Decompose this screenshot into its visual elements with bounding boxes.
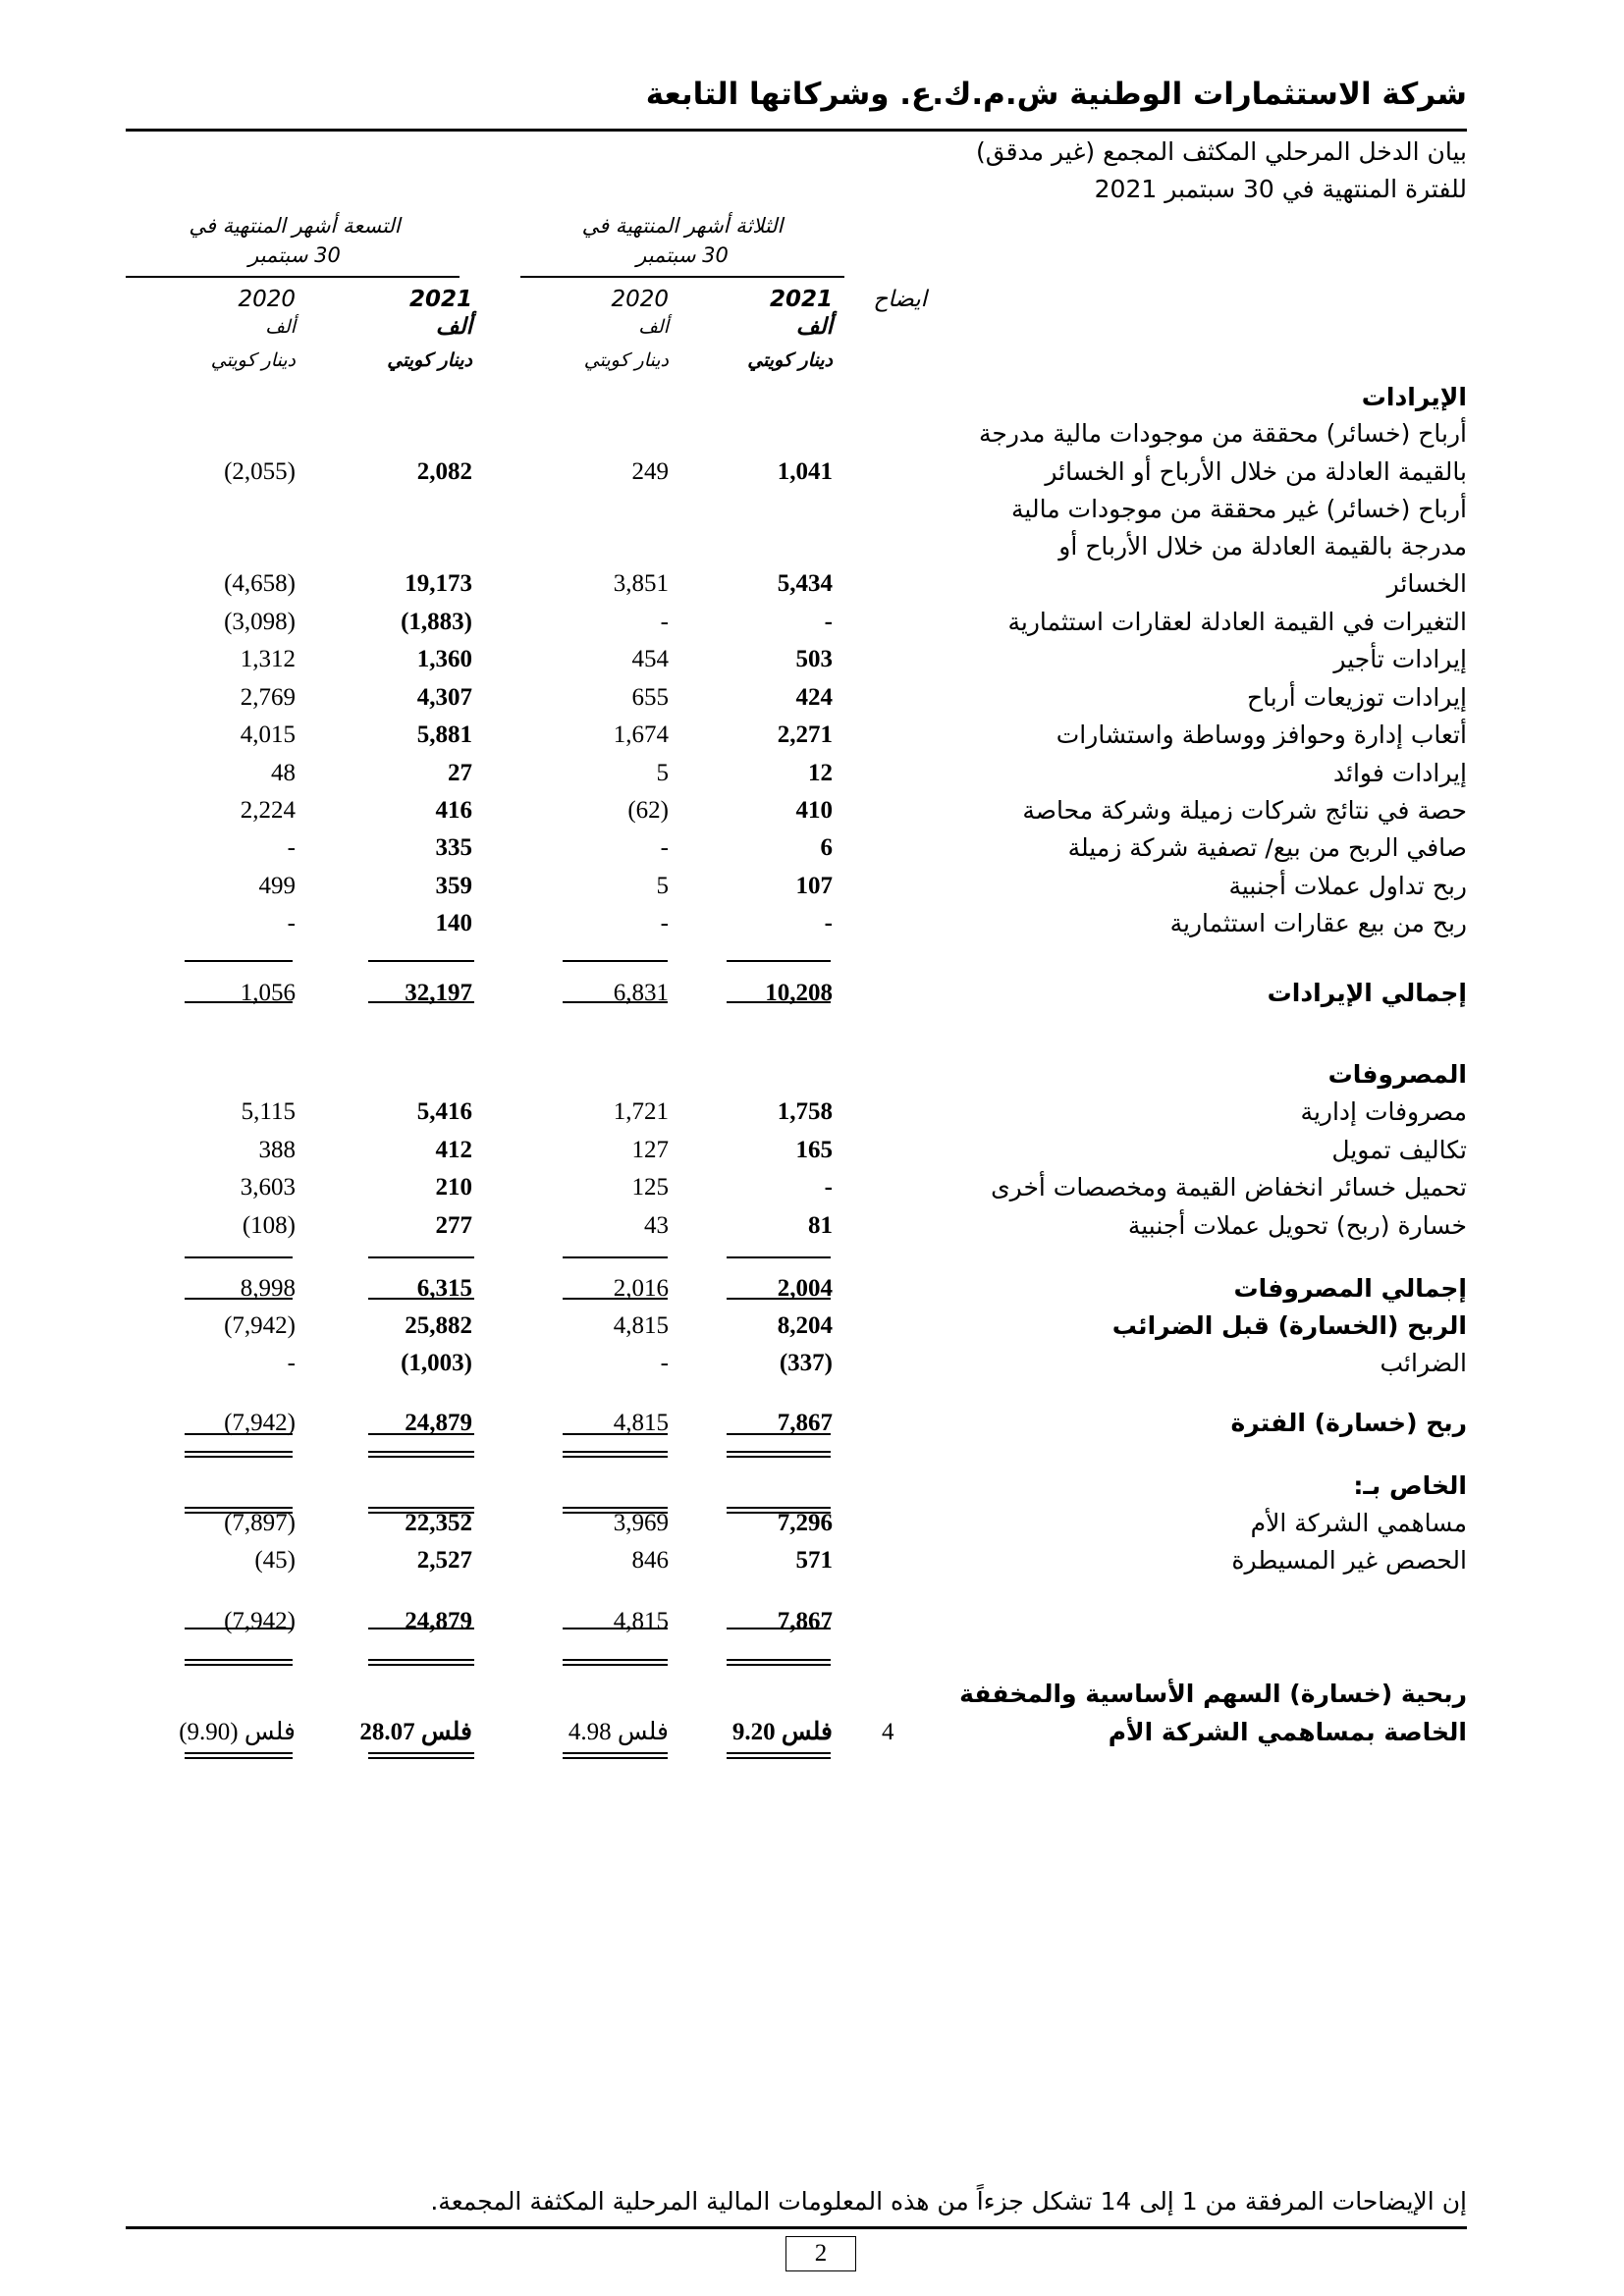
row-label: إجمالي المصروفات <box>1233 1274 1467 1303</box>
n-2020-year: 2020 <box>238 287 296 312</box>
cell-value: 7,296 <box>777 1510 833 1536</box>
three-months-rule <box>520 276 844 278</box>
row-label: الخاصة بمساهمي الشركة الأم <box>1108 1718 1467 1746</box>
row-label: إيرادات تأجير <box>1333 645 1467 673</box>
subtotal-rule <box>368 1628 474 1629</box>
total-double-rule <box>727 1507 831 1514</box>
row-label: تحميل خسائر انخفاض القيمة ومخصصات أخرى <box>991 1173 1467 1201</box>
row-label: حصة في نتائج شركات زميلة وشركة محاصة <box>1022 796 1467 825</box>
cell-value: 8,998 <box>240 1275 296 1302</box>
cell-value: 7,867 <box>777 1410 833 1436</box>
row-label: إيرادات توزيعات أرباح <box>1247 683 1467 712</box>
cell-value: 6 <box>820 834 833 861</box>
row-label: ربح من بيع عقارات استثمارية <box>1169 909 1467 937</box>
row-label: خسارة (ربح) تحويل عملات أجنبية <box>1127 1211 1467 1240</box>
cell-value: 1,041 <box>777 458 833 485</box>
subtotal-rule <box>727 960 831 962</box>
row-label: مساهمي الشركة الأم <box>1250 1509 1467 1537</box>
cell-value: (7,942) <box>224 1410 296 1436</box>
cell-value: 410 <box>795 797 833 824</box>
row-label: الإيرادات <box>1361 383 1467 411</box>
total-double-rule <box>727 1752 831 1759</box>
n-2021-thousand: ألف <box>435 314 472 340</box>
cell-value: 846 <box>631 1547 669 1574</box>
row-label: الحصص غير المسيطرة <box>1231 1546 1467 1575</box>
cell-value: 503 <box>795 646 833 672</box>
n-2020-currency: دينار كويتي <box>210 349 296 371</box>
row-label: تكاليف تمويل <box>1331 1136 1467 1164</box>
total-double-rule <box>368 1752 474 1759</box>
subtotal-rule <box>563 1298 668 1300</box>
cell-value: 140 <box>435 910 472 936</box>
cell-value: 499 <box>258 873 296 899</box>
cell-value: 454 <box>631 646 669 672</box>
q-2021-currency: دينار كويتي <box>747 349 833 371</box>
cell-value: (62) <box>627 797 669 824</box>
cell-value: 8,204 <box>777 1312 833 1339</box>
cell-value: 27 <box>448 760 472 786</box>
cell-value: 3,851 <box>613 570 669 597</box>
subtotal-rule <box>368 960 474 962</box>
cell-value: 2,769 <box>240 684 296 711</box>
n-2021-year: 2021 <box>408 287 472 312</box>
cell-value: 24,879 <box>405 1608 472 1634</box>
cell-value: 424 <box>795 684 833 711</box>
subtotal-rule <box>185 1433 293 1435</box>
cell-value: 127 <box>631 1137 669 1163</box>
cell-value: (2,055) <box>224 458 296 485</box>
cell-value: 28.07 فلس <box>359 1719 472 1745</box>
cell-value: 5,416 <box>416 1098 472 1125</box>
cell-value: 2,004 <box>777 1275 833 1302</box>
footer-rule <box>126 2226 1467 2229</box>
cell-value: 4,815 <box>613 1312 669 1339</box>
total-double-rule <box>185 1451 293 1458</box>
cell-value: 3,969 <box>613 1510 669 1536</box>
cell-value: - <box>660 834 669 861</box>
cell-value: (1,883) <box>401 609 472 635</box>
cell-value: - <box>660 609 669 635</box>
cell-value: 5 <box>656 760 669 786</box>
total-double-rule <box>185 1659 293 1666</box>
row-label: الخسائر <box>1386 569 1467 598</box>
cell-value: (337) <box>779 1350 833 1376</box>
total-double-rule <box>563 1659 668 1666</box>
subtotal-rule <box>563 1256 668 1258</box>
cell-value: 5,115 <box>241 1098 296 1125</box>
company-name: شركة الاستثمارات الوطنية ش.م.ك.ع. وشركاتها التابعة <box>645 77 1467 112</box>
cell-value: 9.20 فلس <box>731 1719 833 1745</box>
subtotal-rule <box>368 1001 474 1003</box>
cell-value: 277 <box>435 1212 472 1239</box>
cell-value: 210 <box>435 1174 472 1201</box>
cell-value: 2,016 <box>613 1275 669 1302</box>
cell-value: 2,527 <box>416 1547 472 1574</box>
cell-value: 1,758 <box>777 1098 833 1125</box>
cell-value: 10,208 <box>765 980 833 1006</box>
total-double-rule <box>368 1451 474 1458</box>
cell-value: 5 <box>656 873 669 899</box>
cell-value: - <box>287 910 296 936</box>
cell-value: 24,879 <box>405 1410 472 1436</box>
cell-value: 1,056 <box>240 980 296 1006</box>
cell-value: 1,360 <box>416 646 472 672</box>
row-label: إيرادات فوائد <box>1332 759 1467 787</box>
cell-value: (9.90) فلس <box>179 1719 296 1745</box>
subtotal-rule <box>563 960 668 962</box>
row-label: الربح (الخسارة) قبل الضرائب <box>1111 1311 1467 1340</box>
cell-value: (108) <box>242 1212 296 1239</box>
three-months-date: 30 سبتمبر <box>636 243 729 267</box>
cell-value: 125 <box>631 1174 669 1201</box>
cell-value: 2,082 <box>416 458 472 485</box>
q-2021-thousand: ألف <box>795 314 833 340</box>
cell-value: 6,315 <box>416 1275 472 1302</box>
subtotal-rule <box>185 960 293 962</box>
cell-value: (7,942) <box>224 1312 296 1339</box>
cell-value: 2,271 <box>777 721 833 748</box>
row-label: مدرجة بالقيمة العادلة من خلال الأرباح أو <box>1058 532 1467 561</box>
total-double-rule <box>368 1507 474 1514</box>
cell-value: 22,352 <box>405 1510 472 1536</box>
subtotal-rule <box>368 1256 474 1258</box>
row-label: أرباح (خسائر) محققة من موجودات مالية مدرجة <box>979 419 1467 448</box>
row-label: صافي الربح من بيع/ تصفية شركة زميلة <box>1067 833 1467 862</box>
cell-value: 1,721 <box>613 1098 669 1125</box>
total-double-rule <box>563 1451 668 1458</box>
footer-note: إن الإيضاحات المرفقة من 1 إلى 14 تشكل جزءاً من هذه المعلومات المالية المرحلية المكثفة المجمعة. <box>430 2187 1467 2216</box>
total-double-rule <box>368 1659 474 1666</box>
header-rule <box>126 129 1467 132</box>
total-double-rule <box>185 1507 293 1514</box>
q-2020-currency: دينار كويتي <box>583 349 669 371</box>
subtotal-rule <box>727 1298 831 1300</box>
note-column-header: ايضاح <box>873 287 927 312</box>
n-2021-currency: دينار كويتي <box>387 349 472 371</box>
cell-value: 4,815 <box>613 1410 669 1436</box>
q-2021-year: 2021 <box>769 287 833 312</box>
total-double-rule <box>563 1752 668 1759</box>
row-label: الخاص بـ: <box>1353 1471 1467 1500</box>
nine-months-rule <box>126 276 460 278</box>
cell-value: (45) <box>254 1547 296 1574</box>
cell-value: 359 <box>435 873 472 899</box>
total-double-rule <box>563 1507 668 1514</box>
cell-value: 12 <box>808 760 833 786</box>
row-label: أرباح (خسائر) غير محققة من موجودات مالية <box>1011 495 1467 523</box>
subtotal-rule <box>727 1628 831 1629</box>
cell-value: 655 <box>631 684 669 711</box>
cell-value: 7,867 <box>777 1608 833 1634</box>
cell-value: 416 <box>435 797 472 824</box>
row-note-ref: 4 <box>882 1719 894 1745</box>
total-double-rule <box>185 1752 293 1759</box>
cell-value: - <box>660 910 669 936</box>
cell-value: 4,307 <box>416 684 472 711</box>
cell-value: 5,434 <box>777 570 833 597</box>
cell-value: 388 <box>258 1137 296 1163</box>
cell-value: 335 <box>435 834 472 861</box>
subtotal-rule <box>185 1001 293 1003</box>
cell-value: 6,831 <box>613 980 669 1006</box>
subtotal-rule <box>563 1001 668 1003</box>
subtotal-rule <box>563 1433 668 1435</box>
subtotal-rule <box>563 1628 668 1629</box>
row-label: إجمالي الإيرادات <box>1267 979 1467 1007</box>
page-number: 2 <box>785 2236 856 2271</box>
cell-value: - <box>824 609 833 635</box>
cell-value: 412 <box>435 1137 472 1163</box>
cell-value: 48 <box>271 760 296 786</box>
subtotal-rule <box>185 1628 293 1629</box>
row-label: الضرائب <box>1380 1349 1467 1377</box>
subtotal-rule <box>368 1298 474 1300</box>
subtotal-rule <box>727 1433 831 1435</box>
subtotal-rule <box>727 1001 831 1003</box>
cell-value: - <box>287 1350 296 1376</box>
cell-value: 2,224 <box>240 797 296 824</box>
cell-value: (7,942) <box>224 1608 296 1634</box>
cell-value: (4,658) <box>224 570 296 597</box>
cell-value: 107 <box>795 873 833 899</box>
three-months-heading: الثلاثة أشهر المنتهية في <box>581 214 784 238</box>
n-2020-thousand: ألف <box>265 316 296 338</box>
q-2020-thousand: ألف <box>638 316 669 338</box>
statement-period: للفترة المنتهية في 30 سبتمبر 2021 <box>1094 175 1467 203</box>
subtotal-rule <box>727 1256 831 1258</box>
row-label: أتعاب إدارة وحوافز ووساطة واستشارات <box>1056 721 1467 749</box>
cell-value: 1,674 <box>613 721 669 748</box>
row-label: ربح (خسارة) الفترة <box>1230 1409 1467 1437</box>
cell-value: (3,098) <box>224 609 296 635</box>
cell-value: (1,003) <box>401 1350 472 1376</box>
cell-value: 25,882 <box>405 1312 472 1339</box>
cell-value: (7,897) <box>224 1510 296 1536</box>
cell-value: 32,197 <box>405 980 472 1006</box>
cell-value: 4,815 <box>613 1608 669 1634</box>
cell-value: - <box>660 1350 669 1376</box>
row-label: التغيرات في القيمة العادلة لعقارات استثمارية <box>1007 608 1467 636</box>
cell-value: 571 <box>795 1547 833 1574</box>
row-label: ربحية (خسارة) السهم الأساسية والمخففة <box>959 1680 1467 1708</box>
q-2020-year: 2020 <box>611 287 669 312</box>
cell-value: 1,312 <box>240 646 296 672</box>
row-label: المصروفات <box>1327 1060 1467 1089</box>
cell-value: 4,015 <box>240 721 296 748</box>
cell-value: - <box>287 834 296 861</box>
statement-title: بيان الدخل المرحلي المكثف المجمع (غير مدقق) <box>976 137 1467 166</box>
cell-value: - <box>824 1174 833 1201</box>
cell-value: 165 <box>795 1137 833 1163</box>
total-double-rule <box>727 1659 831 1666</box>
cell-value: 43 <box>644 1212 669 1239</box>
cell-value: 249 <box>631 458 669 485</box>
cell-value: 81 <box>808 1212 833 1239</box>
row-label: ربح تداول عملات أجنبية <box>1228 872 1467 900</box>
subtotal-rule <box>185 1256 293 1258</box>
nine-months-date: 30 سبتمبر <box>248 243 341 267</box>
cell-value: 19,173 <box>405 570 472 597</box>
total-double-rule <box>727 1451 831 1458</box>
cell-value: 4.98 فلس <box>568 1719 669 1745</box>
nine-months-heading: التسعة أشهر المنتهية في <box>189 214 401 238</box>
cell-value: 5,881 <box>416 721 472 748</box>
cell-value: - <box>824 910 833 936</box>
row-label: بالقيمة العادلة من خلال الأرباح أو الخسائر <box>1045 457 1467 486</box>
cell-value: 3,603 <box>240 1174 296 1201</box>
subtotal-rule <box>368 1433 474 1435</box>
row-label: مصروفات إدارية <box>1300 1097 1467 1126</box>
subtotal-rule <box>185 1298 293 1300</box>
